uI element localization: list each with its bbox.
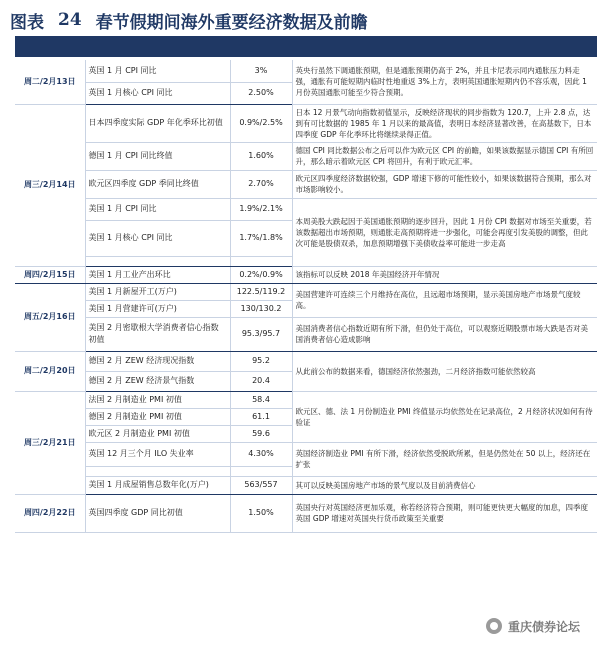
indicator-cell: 英国 12 月三个月 ILO 失业率 (85, 442, 230, 466)
date-cell: 周二/2月20日 (15, 351, 85, 391)
date-cell: 周五/2月16日 (15, 283, 85, 351)
comment-cell: 从此前公布的数据来看，德国经济依然强劲，二月经济指数可能依然较高 (292, 351, 597, 391)
value-cell: 61.1 (230, 408, 292, 425)
comment-cell: 本周美股大跌起因于美国通胀预期的逐步回升，因此 1 月份 CPI 数据对市场至关重要，若该数据超出市场预期，则通胀走高预期将进一步强化，可能会再度引发美股的调整，但此次可能是股债双杀，加息预期增强下美债收益率可能进一步走高 (292, 198, 597, 266)
value-cell: 0.9%/2.5% (230, 104, 292, 142)
value-cell: 2.70% (230, 170, 292, 198)
table-row (15, 104, 597, 142)
comment-cell: 美国消费者信心指数近期有所下滑，但仍处于高位，可以观察近期股票市场大跌是否对美国消费者信心造成影响 (292, 317, 597, 351)
value-cell: 58.4 (230, 391, 292, 408)
indicator-cell (85, 256, 230, 266)
table-row (15, 494, 597, 532)
figure-number: 24 (58, 10, 82, 30)
value-cell: 20.4 (230, 371, 292, 391)
table-row (15, 442, 597, 466)
value-cell: 95.2 (230, 351, 292, 371)
indicator-cell: 美国 1 月成屋销售总数年化(万户) (85, 476, 230, 494)
indicator-cell: 欧元区四季度 GDP 季同比终值 (85, 170, 230, 198)
table-header-bar (15, 36, 597, 57)
indicator-cell: 德国 1 月 CPI 同比终值 (85, 142, 230, 170)
date-cell: 周三/2月21日 (15, 391, 85, 494)
indicator-cell: 美国 2 月密歇根大学消费者信心指数初值 (85, 317, 230, 351)
comment-cell: 该指标可以反映 2018 年美国经济开年情况 (292, 266, 597, 283)
table-row (15, 142, 597, 170)
date-cell: 周四/2月15日 (15, 266, 85, 283)
indicator-cell: 欧元区 2 月制造业 PMI 初值 (85, 425, 230, 442)
comment-cell: 英国经济制造业 PMI 有所下滑，经济依然受脱欧所累，但是仍然处在 50 以上，经济还在扩张 (292, 442, 597, 476)
date-cell: 周二/2月13日 (15, 60, 85, 104)
value-cell: 1.60% (230, 142, 292, 170)
table-row (15, 266, 597, 283)
watermark-text: 重庆债券论坛 (507, 619, 580, 634)
indicator-cell: 德国 2 月 ZEW 经济现况指数 (85, 351, 230, 371)
indicator-cell: 美国 1 月 CPI 同比 (85, 198, 230, 220)
indicator-cell: 美国 1 月核心 CPI 同比 (85, 220, 230, 256)
indicator-cell: 德国 2 月 ZEW 经济景气指数 (85, 371, 230, 391)
data-table (15, 60, 597, 533)
comment-cell: 欧元区四季度经济数据较强，GDP 增速下修的可能性较小，如果该数据符合预期，那么对市场影响较小。 (292, 170, 597, 198)
comment-cell: 日本 12 月景气动向指数初值显示，反映经济现状的同步指数为 120.7，上升 2.8 点，达到有可比数据的 1985 年 1 月以来的最高值，表明日本经济显著改善，在高基数下，日本四季度 GDP 年化季环比将继续录得正值。 (292, 104, 597, 142)
indicator-cell: 英国 1 月核心 CPI 同比 (85, 82, 230, 104)
indicator-cell: 日本四季度实际 GDP 年化季环比初值 (85, 104, 230, 142)
figure-title (10, 7, 595, 33)
value-cell: 3% (230, 60, 292, 82)
figure-label: 图表 (10, 12, 44, 33)
table-row (15, 60, 597, 82)
value-cell: 4.30% (230, 442, 292, 466)
value-cell: 2.50% (230, 82, 292, 104)
value-cell: 1.50% (230, 494, 292, 532)
wechat-icon (486, 618, 502, 634)
watermark (476, 613, 590, 639)
value-cell: 59.6 (230, 425, 292, 442)
indicator-cell (85, 466, 230, 476)
comment-cell: 德国 CPI 同比数据公布之后可以作为欧元区 CPI 的前瞻，如果该数据显示德国 CPI 有所回升，那么暗示着欧元区 CPI 将回升，有利于欧元汇率。 (292, 142, 597, 170)
value-cell: 95.3/95.7 (230, 317, 292, 351)
indicator-cell: 美国 1 月新屋开工(万户) (85, 283, 230, 300)
table-row (15, 283, 597, 300)
value-cell: 563/557 (230, 476, 292, 494)
value-cell: 122.5/119.2 (230, 283, 292, 300)
table-row (15, 317, 597, 351)
indicator-cell: 德国 2 月制造业 PMI 初值 (85, 408, 230, 425)
indicator-cell: 美国 1 月工业产出环比 (85, 266, 230, 283)
comment-cell: 英央行虽然下调通胀预期，但是通胀预期仍高于 2%，并且卡尼表示同内通胀压力料走强，通胀有可能短期内临时性地重返 3%上方，表明英国通胀短期内仍不容乐观，因此 1 月份英国通胀可能至少符合预期。 (292, 60, 597, 104)
value-cell: 130/130.2 (230, 300, 292, 317)
value-cell: 0.2%/0.9% (230, 266, 292, 283)
comment-cell: 欧元区、德、法 1 月份制造业 PMI 终值显示均依然处在记录高位，2 月经济状况如何有待验证 (292, 391, 597, 442)
table-row (15, 391, 597, 408)
table-row (15, 476, 597, 494)
figure-heading: 春节假期间海外重要经济数据及前瞻 (95, 12, 368, 33)
indicator-cell: 英国 1 月 CPI 同比 (85, 60, 230, 82)
comment-cell: 英国央行对英国经济更加乐观，称若经济符合预期，则可能更快更大幅度的加息，四季度英国 GDP 增速对英国央行货币政策至关重要 (292, 494, 597, 532)
date-cell: 周三/2月14日 (15, 104, 85, 266)
comment-cell: 美国营建许可连续三个月维持在高位，且远超市场预期，显示美国房地产市场景气度较高。 (292, 283, 597, 317)
table-row (15, 351, 597, 371)
indicator-cell: 美国 1 月营建许可(万户) (85, 300, 230, 317)
value-cell (230, 256, 292, 266)
indicator-cell: 英国四季度 GDP 同比初值 (85, 494, 230, 532)
comment-cell: 其可以反映美国房地产市场的景气度以及目前消费信心 (292, 476, 597, 494)
table-row (15, 198, 597, 220)
value-cell (230, 466, 292, 476)
table-row (15, 170, 597, 198)
value-cell: 1.7%/1.8% (230, 220, 292, 256)
indicator-cell: 法国 2 月制造业 PMI 初值 (85, 391, 230, 408)
value-cell: 1.9%/2.1% (230, 198, 292, 220)
date-cell: 周四/2月22日 (15, 494, 85, 532)
